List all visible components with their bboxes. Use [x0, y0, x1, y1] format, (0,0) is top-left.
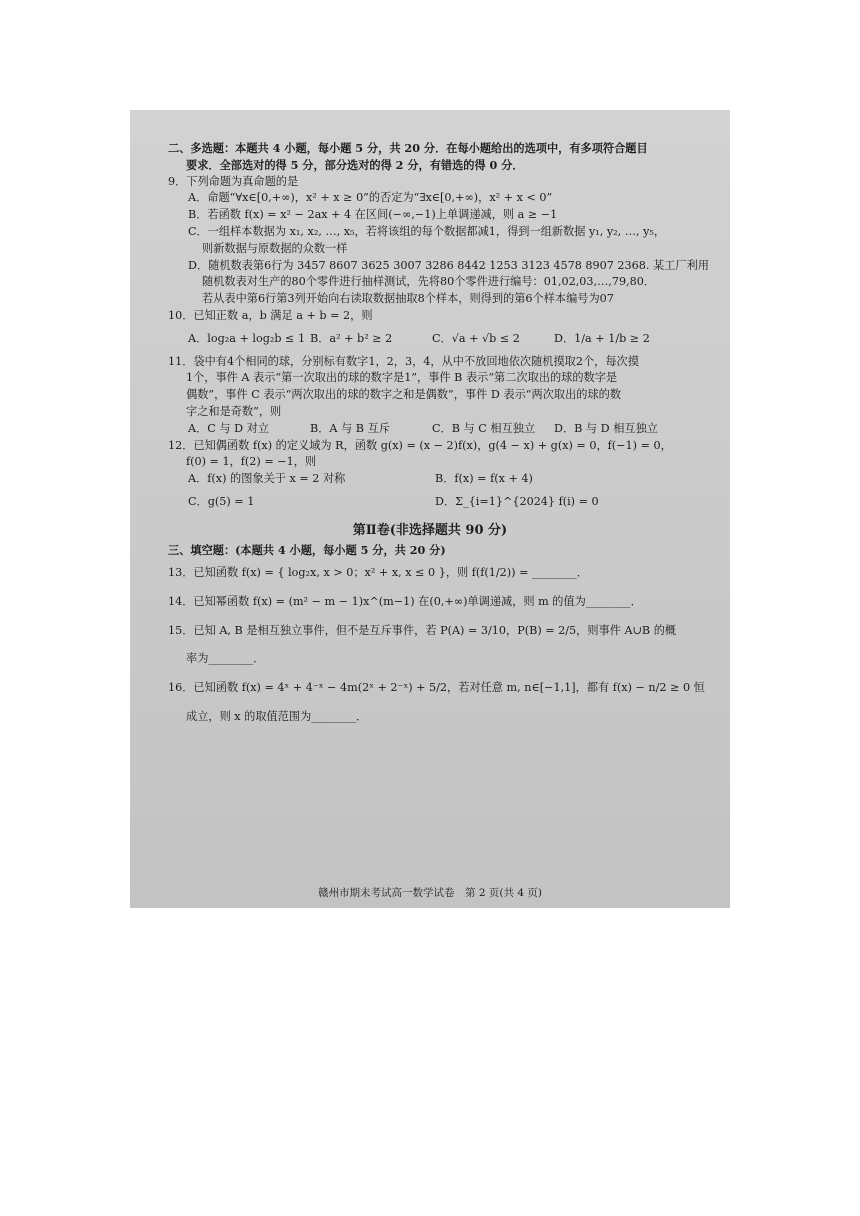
q13: 13．已知函数 f(x) = { log₂x, x > 0；x² + x, x ≤ 0 }，则 f(f(1/2)) = ________． [168, 566, 588, 580]
q11-line3: 偶数”，事件 C 表示“两次取出的球的数字之和是偶数”，事件 D 表示“两次取出的球的数 [186, 388, 622, 402]
q9-option-b: B．若函数 f(x) = x² − 2ax + 4 在区间(−∞,−1)上单调递减，则 a ≥ −1 [188, 208, 558, 222]
q11-line4: 字之和是奇数”，则 [186, 404, 282, 418]
exam-page [130, 110, 730, 908]
q12-option-c: C．g(5) = 1 [188, 494, 255, 508]
q9-option-c-line1: C．一组样本数据为 x₁, x₂, …, x₅，若将该组的每个数据都减1，得到一组新数据 y₁, y₂, …, y₅， [188, 224, 666, 238]
q16-line2: 成立，则 x 的取值范围为________． [186, 710, 368, 724]
q12-options-cd [168, 494, 692, 511]
page-footer: 赣州市期末考试高一数学试卷 第 2 页(共 4 页) [318, 887, 542, 900]
q10-option-a: A．log₂a + log₂b ≤ 1 [188, 331, 306, 345]
q12-line1: 12．已知偶函数 f(x) 的定义域为 R，函数 g(x) = (x − 2)f(x)，g(4 − x) + g(x) = 0，f(−1) = 0， [168, 438, 672, 452]
q9-option-c-line2: 则新数据与原数据的众数一样 [202, 241, 348, 255]
section2-header-line2: 要求．全部选对的得 5 分，部分选对的得 2 分，有错选的得 0 分． [186, 157, 524, 172]
q11-options [168, 421, 692, 438]
q10-options [168, 331, 692, 348]
q11-line1: 11．袋中有4个相同的球，分别标有数字1，2，3，4，从中不放回地依次随机摸取2个，每次摸 [168, 354, 639, 368]
q9-option-d-line1: D．随机数表第6行为 3457 8607 3625 3007 3286 8442 1253 3123 4578 8907 2368. 某工厂利用 [188, 258, 709, 272]
q10-option-b: B．a² + b² ≥ 2 [310, 331, 393, 345]
q12-option-b: B．f(x) = f(x + 4) [435, 472, 533, 486]
q11-option-a: A．C 与 D 对立 [188, 421, 270, 435]
q12-line2: f(0) = 1，f(2) = −1，则 [186, 455, 317, 469]
q9-option-d-line3: 若从表中第6行第3列开始向右读取数据抽取8个样本，则得到的第6个样本编号为07 [202, 292, 614, 306]
q11-option-b: B．A 与 B 互斥 [310, 421, 390, 435]
q9-option-d-line2: 随机数表对生产的80个零件进行抽样测试，先将80个零件进行编号：01,02,03,…,79,80． [202, 275, 656, 289]
q11-option-c: C．B 与 C 相互独立 [432, 421, 536, 435]
section2-header-line1: 二、多选题：本题共 4 小题，每小题 5 分，共 20 分．在每小题给出的选项中，有多项符合题目 [168, 141, 648, 155]
q14: 14．已知幂函数 f(x) = (m² − m − 1)x^(m−1) 在(0,+∞)单调递减，则 m 的值为________． [168, 594, 642, 608]
q12-options-ab [168, 471, 692, 488]
q9-option-a: A．命题“∀x∈[0,+∞)，x² + x ≥ 0”的否定为“∃x∈[0,+∞)，x² + x < 0” [188, 191, 553, 205]
q9-stem: 9．下列命题为真命题的是 [168, 174, 299, 188]
section3-header: 三、填空题：(本题共 4 小题，每小题 5 分，共 20 分) [168, 543, 446, 558]
q12-option-d: D．Σ_{i=1}^{2024} f(i) = 0 [435, 494, 599, 508]
q10-option-c: C．√a + √b ≤ 2 [432, 331, 520, 345]
q10-option-d: D．1/a + 1/b ≥ 2 [554, 331, 650, 345]
q15-line1: 15．已知 A, B 是相互独立事件，但不是互斥事件，若 P(A) = 3/10，P(B) = 2/5，则事件 A∪B 的概 [168, 623, 677, 637]
q16-line1: 16．已知函数 f(x) = 4ˣ + 4⁻ˣ − 4m(2ˣ + 2⁻ˣ) + 5/2，若对任意 m, n∈[−1,1]，都有 f(x) − n/2 ≥ 0 恒 [168, 681, 705, 695]
q11-option-d: D．B 与 D 相互独立 [554, 421, 658, 435]
q15-line2: 率为________． [186, 652, 265, 666]
q10-stem: 10．已知正数 a，b 满足 a + b = 2，则 [168, 308, 373, 322]
q12-option-a: A．f(x) 的图象关于 x = 2 对称 [188, 472, 346, 486]
part2-title: 第Ⅱ卷(非选择题共 90 分) [352, 522, 508, 538]
q11-line2: 1个，事件 A 表示“第一次取出的球的数字是1”，事件 B 表示“第二次取出的球的数字是 [186, 371, 618, 385]
